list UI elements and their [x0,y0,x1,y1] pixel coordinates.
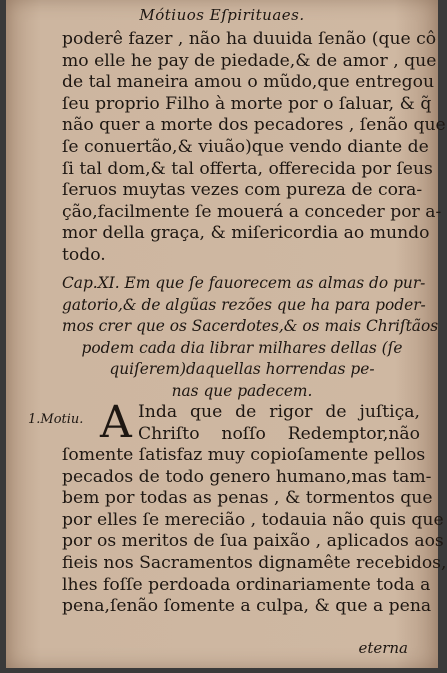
book-page [6,0,447,668]
drop-cap: A [100,397,132,448]
text-line: todo. [62,244,106,265]
text-line: por os meritos de ſua paixão , aplicados aos [62,531,444,552]
text-line: não quer a morte dos pecadores , ſenão que [62,115,446,136]
text-line: por elles ſe merecião , todauia não quis que [62,509,444,530]
chapter-line: podem cada dia librar milhares dellas (ſe [81,338,403,357]
text-line: lhes foſſe perdoada ordinariamente toda a [62,574,431,595]
margin-note: 1.Motiu. [28,412,84,427]
text-line: Chriſto noſſo Redemptor,não [138,423,420,444]
text-line: poderê fazer , não ha duuida ſenão (que cô [62,29,437,49]
text-line: ſeruos muytas vezes com pureza de cora- [62,180,423,201]
section-text [62,445,447,618]
text-line: ção,facilmente ſe mouerá a conceder por a- [62,201,442,222]
text-line: pena,ſenão ſomente a culpa, & que a pena [62,596,432,617]
text-line: ſe conuertão,& viuão)que vendo diante de [62,136,429,157]
text-line: ſeu proprio Filho à morte por o ſaluar, & q̃ [62,93,432,114]
section-first-lines [138,402,420,445]
text-line: pecados de todo genero humano,mas tam- [62,466,432,487]
chapter-line: nas que padecem. [171,381,313,400]
text-line: ſomente ſatisfaz muy copioſamente pellos [62,445,426,465]
text-line: mo elle he pay de piedade,& de amor , que [62,50,437,71]
text-line: fieis nos Sacramentos dignamête recebidos, [62,552,447,573]
text-line: ſi tal dom,& tal offerta, offerecida por ſeus [62,158,433,179]
chapter-line: gatorio,& de algũas rezões que ha para poder- [62,295,426,314]
body-text [62,29,446,267]
catchword: eterna [358,639,408,657]
chapter-line: Cap.XI. Em que ſe fauorecem as almas do pur- [62,274,426,292]
text-line: de tal maneira amou o mũdo,que entregou [62,72,435,93]
chapter-line: mos crer que os Sacerdotes,& os mais Chriſtãos [62,317,439,335]
running-head: Mótiuos Eſpirituaes. [139,6,305,24]
text-line: Inda que de rigor de juſtiça, [138,402,420,422]
chapter-line: quiſerem)daquellas horrendas pe- [109,360,375,378]
chapter-heading [62,273,439,402]
text-line: bem por todas as penas , & tormentos que [62,488,433,509]
text-line: mor della graça, & miſericordia ao mundo [62,223,430,244]
